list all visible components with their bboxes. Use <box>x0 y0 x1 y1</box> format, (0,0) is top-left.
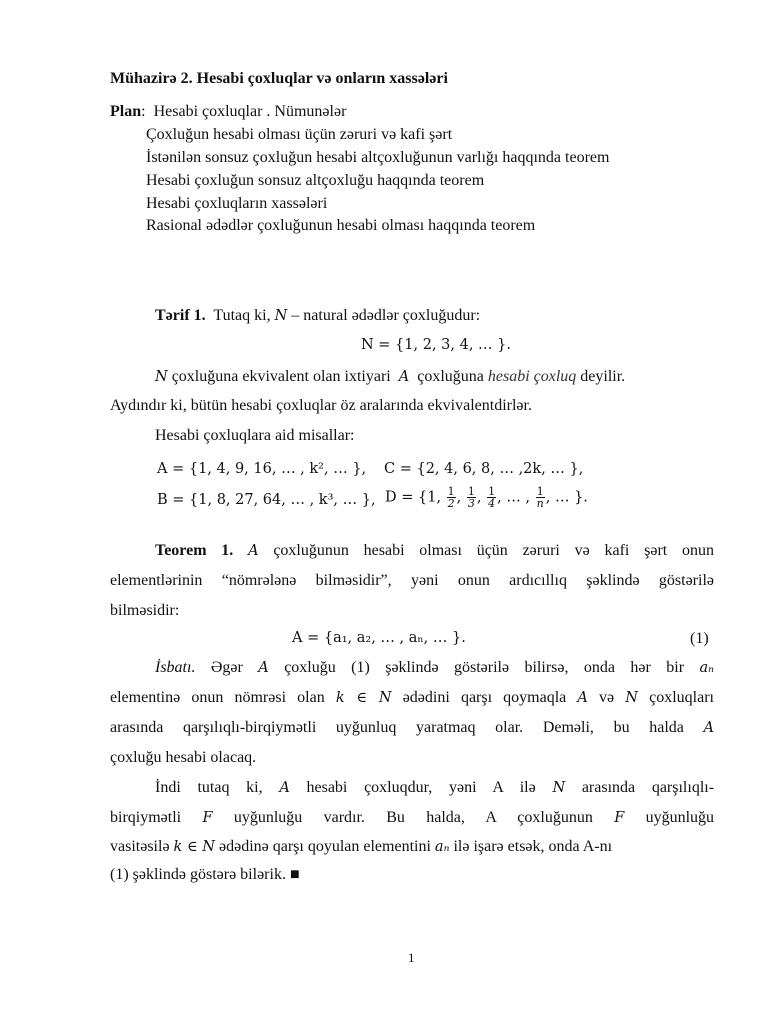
fraction-1-n: $\frac{1}{n}$ <box>536 485 544 510</box>
page-number: 1 <box>408 950 415 965</box>
definition-line-1: Tərif 1. Tutaq ki, N – natural ədədlər çoxluğudur: <box>155 307 481 324</box>
plan-line-6: Rasional ədədlər çoxluğunun hesabi olması haqqında teorem <box>146 217 536 234</box>
theorem-line-2: elementlərinin “nömrələnə bilməsidir”, yəni onun ardıcıllıq şəklində göstərilə <box>110 572 714 589</box>
example-D: D = {1, $\frac{1}{2}$ , $\frac{1}{3}$ , $\frac{1}{4}$ , … , $\frac{1}{n}$ , … }. <box>385 485 588 510</box>
fraction-1-2: $\frac{1}{2}$ <box>447 485 455 510</box>
example-C: C = {2, 4, 6, 8, … ,2k, … }, <box>384 461 584 477</box>
plan-line-1: Plan: Hesabi çoxluqlar . Nümunələr <box>110 103 347 120</box>
theorem-line-3: bilməsidir: <box>110 602 180 619</box>
fraction-1-4: $\frac{1}{4}$ <box>488 485 496 510</box>
equation-number: (1) <box>690 630 709 647</box>
lecture-title: Mühazirə 2. Hesabi çoxluqlar və onların xassələri <box>110 70 448 87</box>
examples-label: Hesabi çoxluqlara aid misallar: <box>155 427 355 444</box>
proof-line-5: İndi tutaq ki, A hesabi çoxluqdur, yəni A ilə N arasında qarşılıqlı- <box>155 779 715 796</box>
proof-line-7: vasitəsilə k ∈ N ədədinə qarşı qoyulan elementini aₙ ilə işarə etsək, onda A-nı <box>110 838 613 855</box>
example-A: A = {1, 4, 9, 16, … , k², … }, <box>157 461 367 477</box>
example-B: B = {1, 8, 27, 64, … , k³, … }, <box>157 492 376 508</box>
definition-line-3: Aydındır ki, bütün hesabi çoxluqlar öz aralarında ekvivalentdirlər. <box>110 397 532 414</box>
definition-line-2: N çoxluğuna ekvivalent olan ixtiyari A çoxluğuna hesabi çoxluq deyilir. <box>155 368 626 385</box>
plan-line-2: Çoxluğun hesabi olması üçün zəruri və kafi şərt <box>146 126 453 143</box>
set-N-formula: N = {1, 2, 3, 4, … }. <box>361 337 511 353</box>
plan-line-5: Hesabi çoxluqların xassələri <box>146 195 328 212</box>
proof-line-4: çoxluğu hesabi olacaq. <box>110 749 257 766</box>
proof-line-1: İsbatı. Əgər A çoxluğu (1) şəklində göstərilə bilirsə, onda hər bir aₙ <box>155 659 714 676</box>
fraction-1-3: $\frac{1}{3}$ <box>467 485 475 510</box>
sequence-formula: A = {a₁, a₂, … , aₙ, … }. <box>292 630 466 646</box>
proof-line-6: birqiymətli F uyğunluğu vardır. Bu halda, A çoxluğunun F uyğunluğu <box>110 809 715 826</box>
theorem-line-1: Teorem 1. A çoxluğunun hesabi olması üçün zəruri və kafi şərt onun <box>155 542 715 559</box>
proof-line-2: elementinə onun nömrəsi olan k ∈ N ədədini qarşı qoymaqla A və N çoxluqları <box>110 689 714 706</box>
plan-line-3: İstənilən sonsuz çoxluğun hesabi altçoxluğunun varlığı haqqında teorem <box>146 149 610 166</box>
proof-line-8: (1) şəklində göstərə bilərik. ■ <box>110 866 300 883</box>
plan-line-4: Hesabi çoxluğun sonsuz altçoxluğu haqqında teorem <box>146 172 485 189</box>
proof-line-3: arasında qarşılıqlı-birqiymətli uyğunluq yaratmaq olar. Deməli, bu halda A <box>110 719 714 736</box>
